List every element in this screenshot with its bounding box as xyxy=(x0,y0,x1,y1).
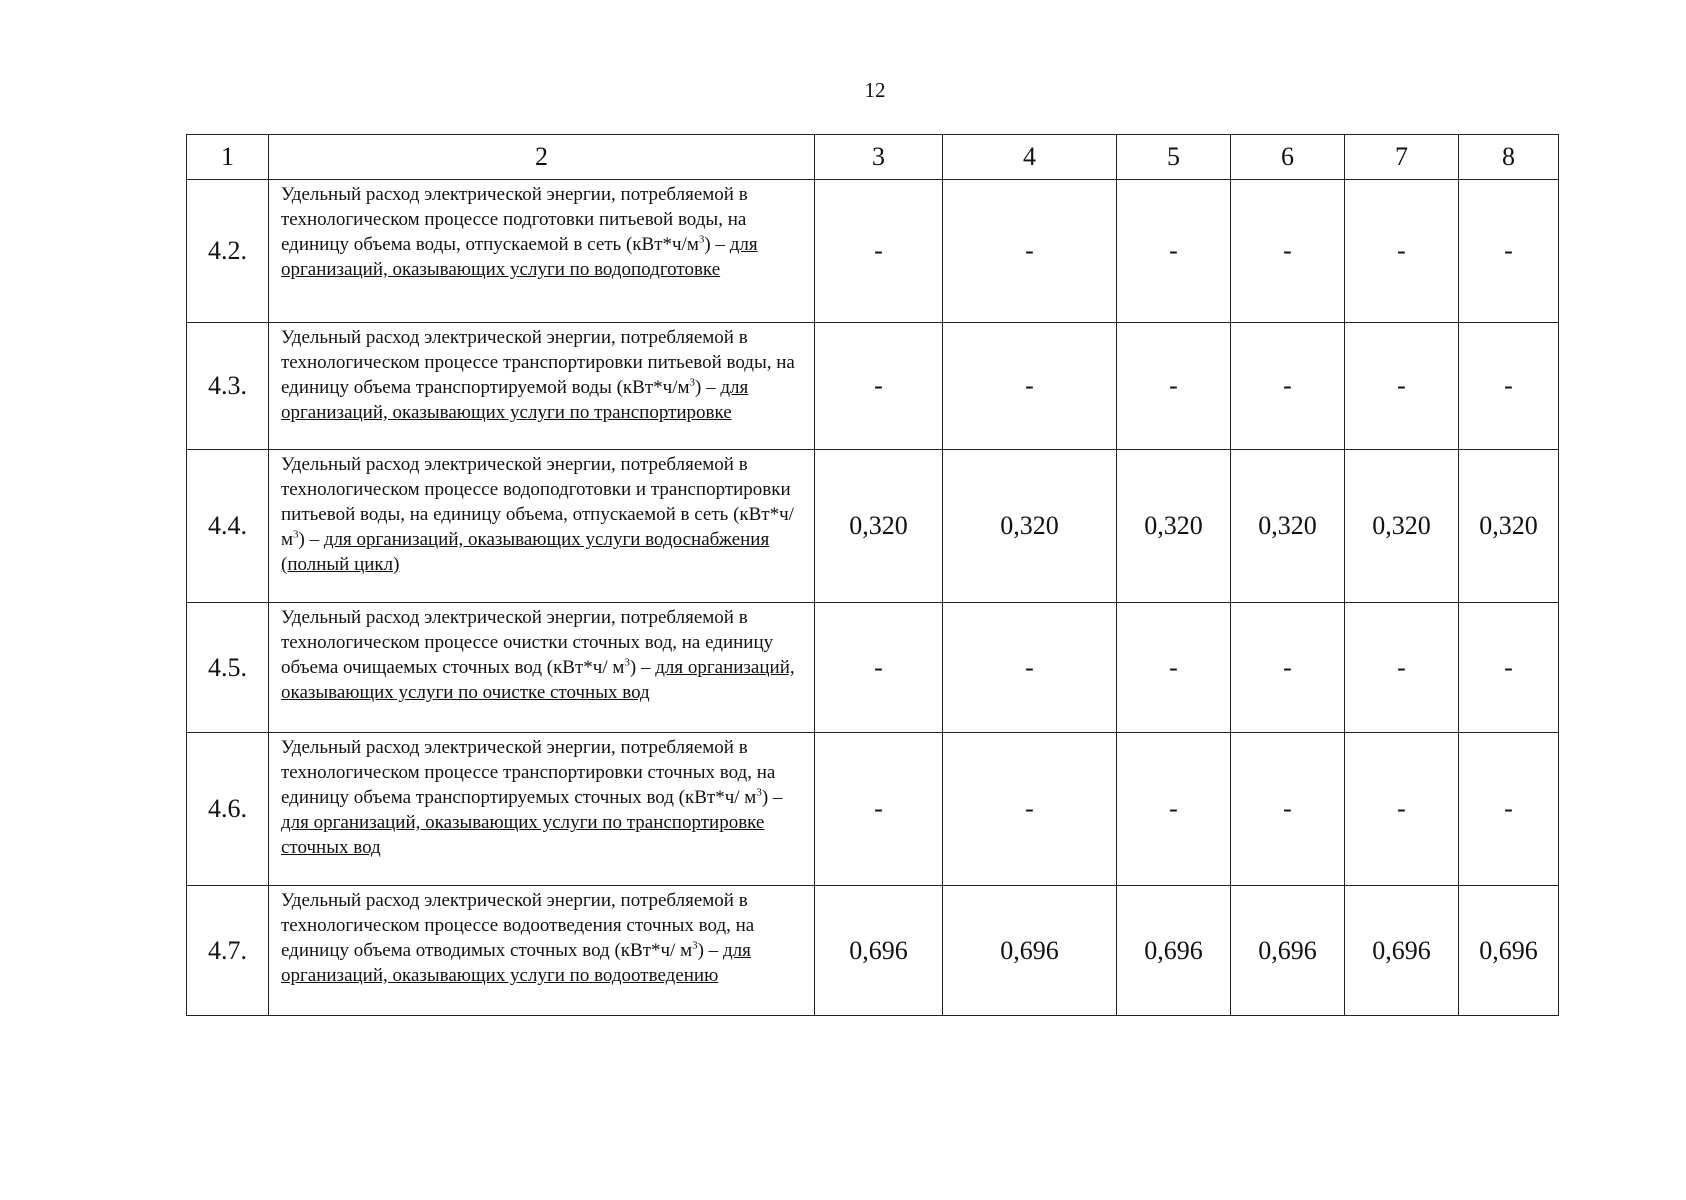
value-cell: - xyxy=(943,180,1117,323)
value-cell: - xyxy=(1117,323,1231,450)
header-cell: 4 xyxy=(943,135,1117,180)
table-header-row xyxy=(187,135,1559,180)
description-text: Удельный расход электрической энергии, потребляемой в технологическом процессе транспортировки сточных вод, на единицу объема транспортируемых сточных вод (кВт*ч/ м xyxy=(281,737,776,808)
value-cell: 0,696 xyxy=(943,886,1117,1016)
header-cell: 2 xyxy=(269,135,815,180)
table-row xyxy=(187,733,1559,886)
description-underlined: для организаций, оказывающих услуги водоснабжения (полный цикл) xyxy=(281,529,770,575)
value-cell: 0,320 xyxy=(1231,450,1345,603)
description-text: ) – xyxy=(629,657,656,678)
value-cell: - xyxy=(815,603,943,733)
unit-superscript: 3 xyxy=(698,233,705,246)
value-cell: 0,696 xyxy=(1459,886,1559,1016)
description-text: ) – xyxy=(697,940,723,961)
description-text: ) – xyxy=(298,529,324,550)
header-cell: 5 xyxy=(1117,135,1231,180)
description-text: ) – xyxy=(761,787,783,808)
header-cell: 3 xyxy=(815,135,943,180)
value-cell: - xyxy=(1231,603,1345,733)
description-underlined: для организаций, оказывающих услуги по водоподготовке xyxy=(281,234,758,280)
unit-superscript: 3 xyxy=(756,786,762,799)
value-cell: - xyxy=(1345,603,1459,733)
value-cell: - xyxy=(815,180,943,323)
page-number: 12 xyxy=(864,78,886,102)
table-row xyxy=(187,886,1559,1016)
value-cell: - xyxy=(1345,180,1459,323)
description-text: Удельный расход электрической энергии, потребляемой в технологическом процессе очистки сточных вод, на единицу объема очищаемых сточных вод (кВт*ч/ м xyxy=(281,607,774,678)
value-cell: - xyxy=(1117,603,1231,733)
table-row xyxy=(187,603,1559,733)
description-text: Удельный расход электрической энергии, потребляемой в технологическом процессе подготовки питьевой воды, на единицу объема воды, отпускаемой в сеть (кВт*ч/м xyxy=(281,184,748,255)
table-row xyxy=(187,180,1559,323)
description-text: Удельный расход электрической энергии, потребляемой в технологическом процессе водоподготовки и транспортировки питьевой воды, на единицу объема, отпускаемой в сеть (кВт*ч/м xyxy=(281,454,794,550)
value-cell: - xyxy=(1231,733,1345,886)
value-cell: 0,696 xyxy=(1345,886,1459,1016)
row-description xyxy=(269,603,815,733)
row-description xyxy=(269,450,815,603)
value-cell: - xyxy=(815,733,943,886)
description-text: Удельный расход электрической энергии, потребляемой в технологическом процессе водоотведения сточных вод, на единицу объема отводимых сточных вод (кВт*ч/ м xyxy=(281,890,755,961)
row-description xyxy=(269,733,815,886)
row-description xyxy=(269,323,815,450)
header-cell: 6 xyxy=(1231,135,1345,180)
value-cell: - xyxy=(1345,323,1459,450)
unit-superscript: 3 xyxy=(624,656,630,669)
indicators-table xyxy=(186,134,1559,1016)
value-cell: - xyxy=(1117,180,1231,323)
value-cell: 0,696 xyxy=(1117,886,1231,1016)
value-cell: - xyxy=(1231,180,1345,323)
value-cell: - xyxy=(815,323,943,450)
value-cell: - xyxy=(1117,733,1231,886)
table-row xyxy=(187,323,1559,450)
row-description xyxy=(269,180,815,323)
description-text: Удельный расход электрической энергии, потребляемой в технологическом процессе транспортировки питьевой воды, на единицу объема транспортируемой воды (кВт*ч/м xyxy=(281,327,795,398)
header-cell: 1 xyxy=(187,135,269,180)
value-cell: - xyxy=(943,733,1117,886)
description-underlined: для организаций, оказывающих услуги по транспортировке xyxy=(281,377,749,423)
value-cell: 0,320 xyxy=(1345,450,1459,603)
row-number: 4.5. xyxy=(187,603,269,733)
table-row xyxy=(187,450,1559,603)
row-number: 4.6. xyxy=(187,733,269,886)
value-cell: 0,320 xyxy=(815,450,943,603)
row-number: 4.4. xyxy=(187,450,269,603)
value-cell: - xyxy=(943,603,1117,733)
value-cell: 0,320 xyxy=(943,450,1117,603)
header-cell: 8 xyxy=(1459,135,1559,180)
unit-superscript: 3 xyxy=(293,528,299,541)
value-cell: 0,320 xyxy=(1459,450,1559,603)
description-underlined: для организаций, оказывающих услуги по транспортировке сточных вод xyxy=(281,812,765,858)
value-cell: 0,696 xyxy=(815,886,943,1016)
row-number: 4.2. xyxy=(187,180,269,323)
value-cell: - xyxy=(1459,603,1559,733)
value-cell: - xyxy=(1459,733,1559,886)
description-text: ) – xyxy=(704,234,730,255)
row-number: 4.7. xyxy=(187,886,269,1016)
value-cell: 0,320 xyxy=(1117,450,1231,603)
value-cell: - xyxy=(1459,180,1559,323)
value-cell: - xyxy=(1231,323,1345,450)
description-underlined: для организаций, оказывающих услуги по очистке сточных вод xyxy=(281,657,795,703)
value-cell: 0,696 xyxy=(1231,886,1345,1016)
value-cell: - xyxy=(943,323,1117,450)
row-number: 4.3. xyxy=(187,323,269,450)
row-description xyxy=(269,886,815,1016)
description-underlined: для организаций, оказывающих услуги по водоотведению xyxy=(281,940,751,986)
value-cell: - xyxy=(1459,323,1559,450)
description-text: ) – xyxy=(695,377,721,398)
value-cell: - xyxy=(1345,733,1459,886)
unit-superscript: 3 xyxy=(692,939,698,952)
header-cell: 7 xyxy=(1345,135,1459,180)
unit-superscript: 3 xyxy=(689,376,695,389)
